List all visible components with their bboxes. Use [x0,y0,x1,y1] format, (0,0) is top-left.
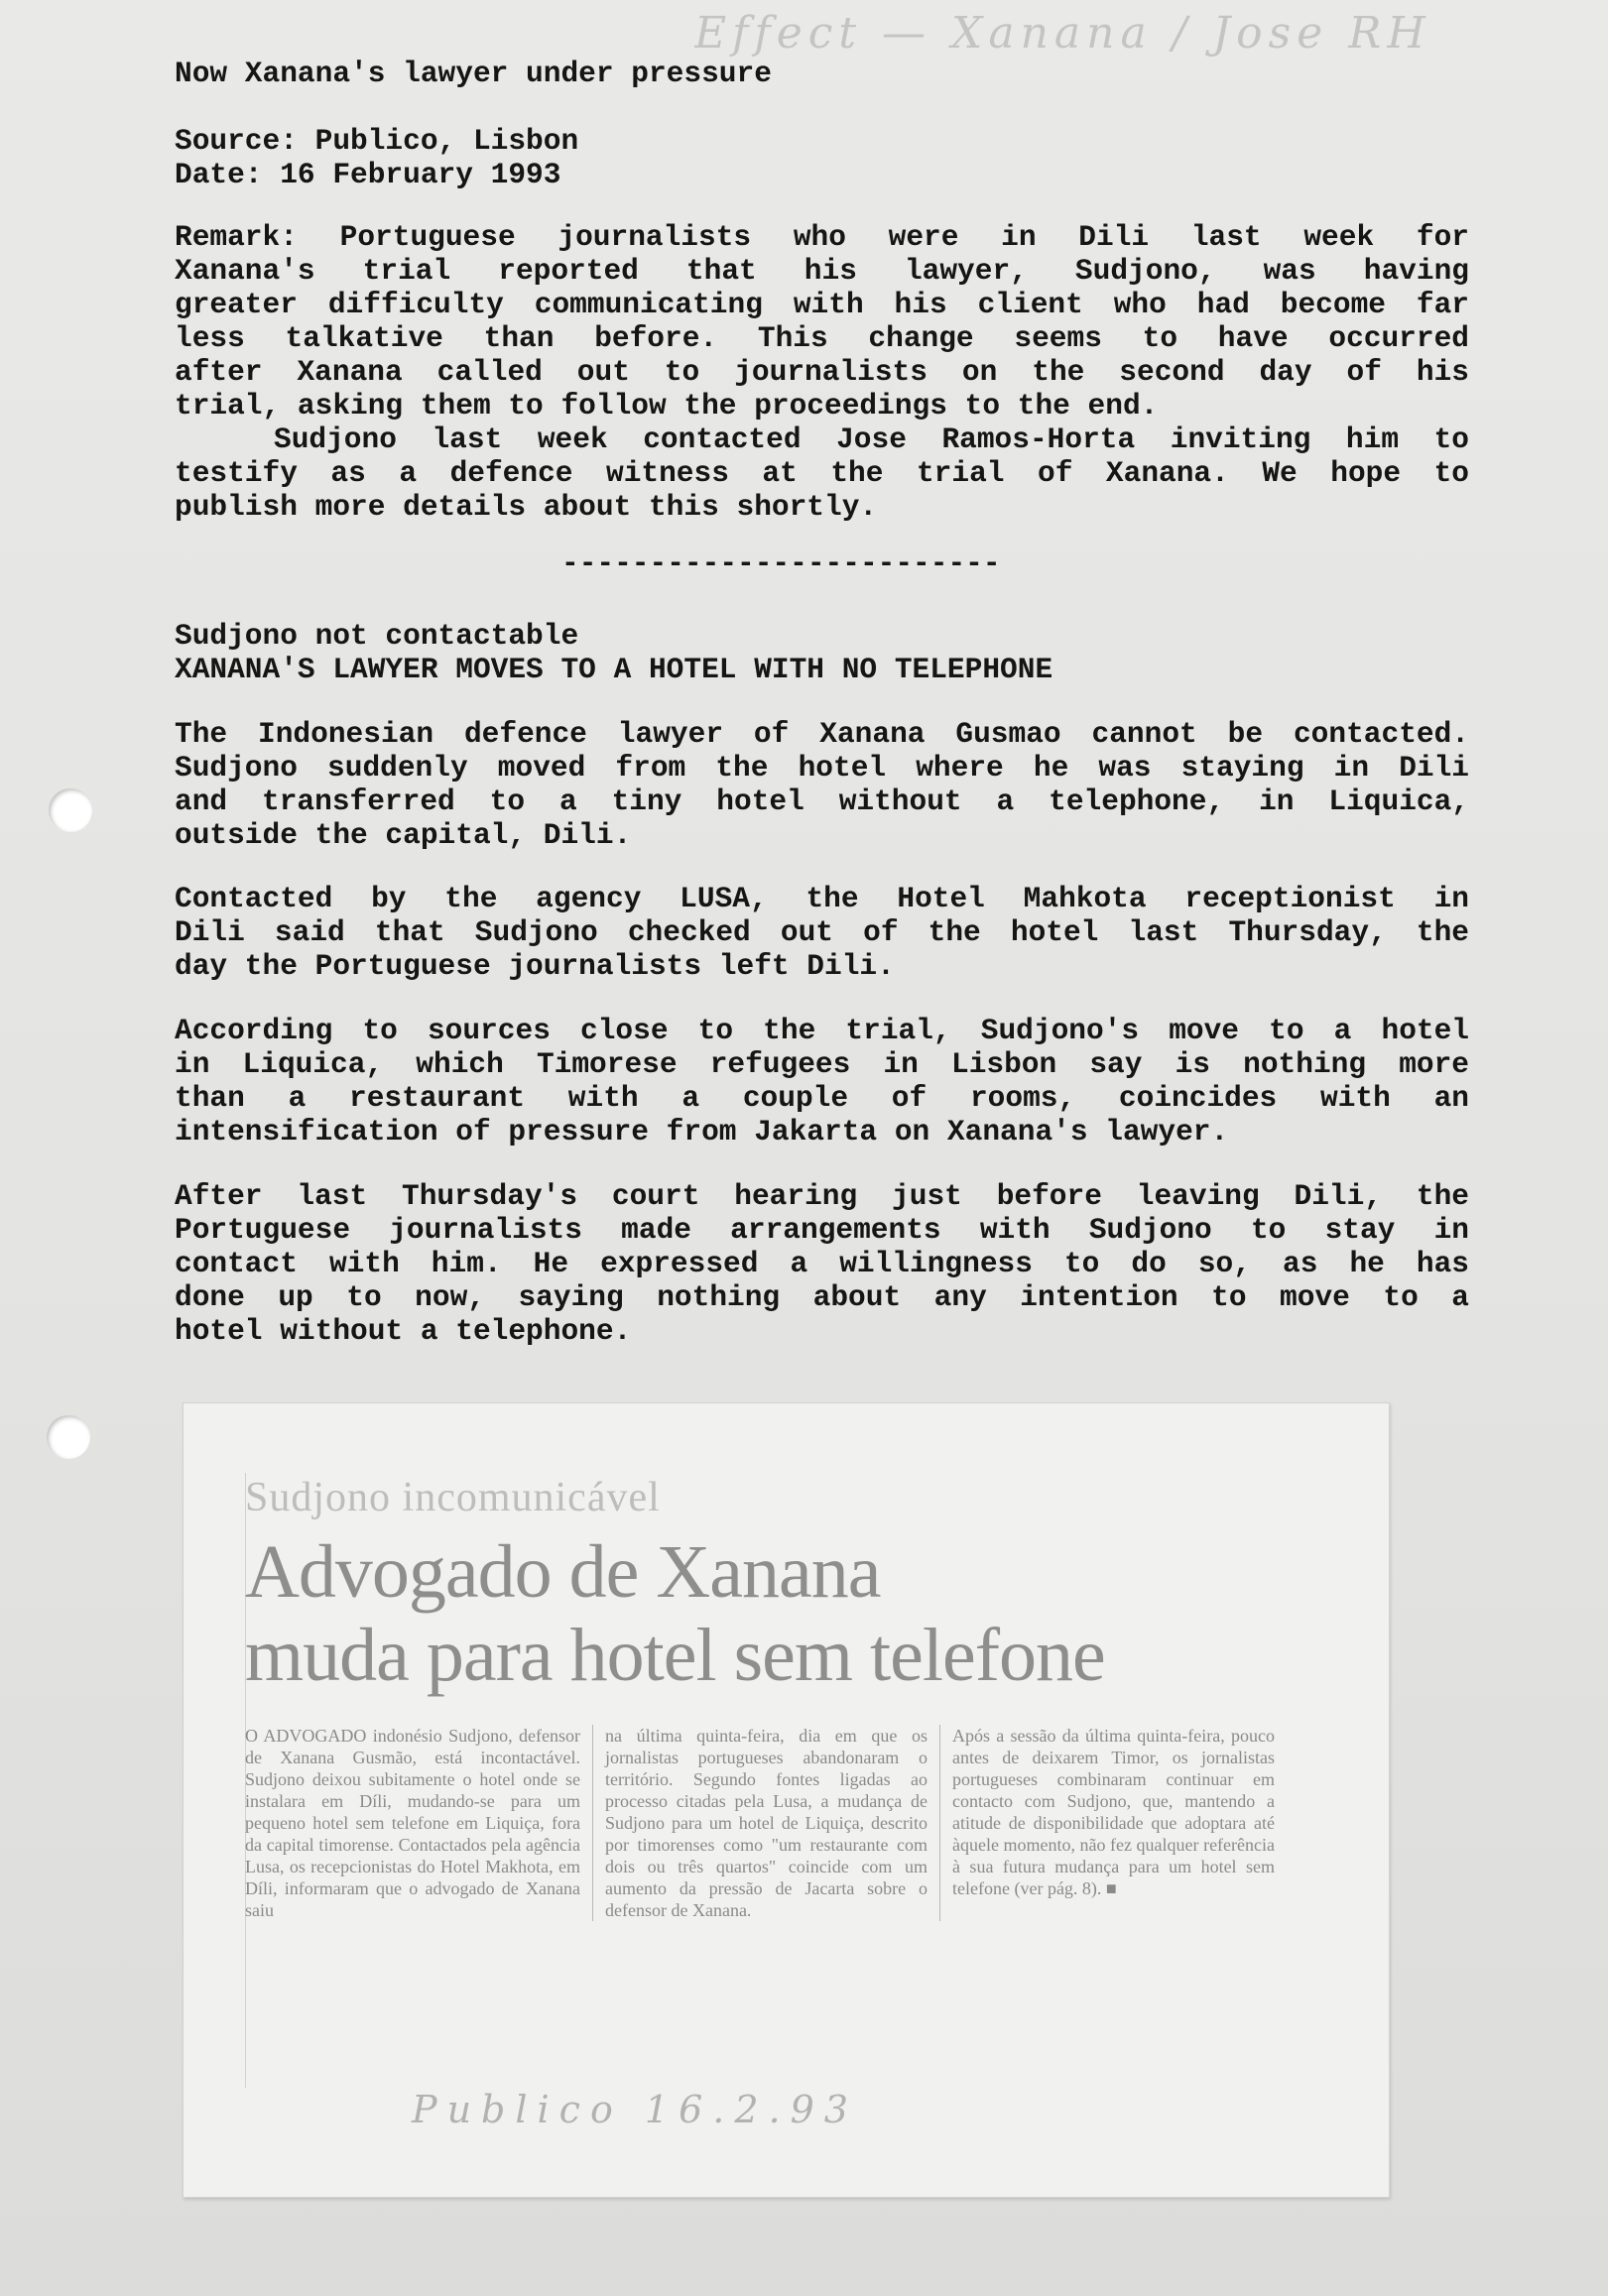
paragraph-line: After last Thursday's court hearing just before leaving Dili, the [175,1179,1469,1213]
clipping-headline-line-1: Advogado de Xanana [245,1530,881,1614]
paragraph-line: Dili said that Sudjono checked out of the hotel last Thursday, the [175,915,1469,949]
paragraph-line: outside the capital, Dili. [175,818,632,852]
article-headline: XANANA'S LAWYER MOVES TO A HOTEL WITH NO TELEPHONE [175,653,1053,686]
article-paragraph-3 [175,1014,1469,1148]
paragraph-line: day the Portuguese journalists left Dili. [175,949,895,983]
remark-line: trial, asking them to follow the proceedings to the end. [175,389,1159,423]
remark-line: Remark: Portuguese journalists who were in Dili last week for [175,220,1469,254]
article-kicker: Sudjono not contactable [175,619,579,653]
remark-line: publish more details about this shortly. [175,490,878,524]
handwritten-source-note: Publico 16.2.93 [412,2088,858,2131]
article-paragraph-2 [175,882,1469,983]
paragraph-line: According to sources close to the trial, Sudjono's move to a hotel [175,1014,1469,1047]
paragraph-line: intensification of pressure from Jakarta on Xanana's lawyer. [175,1115,1229,1148]
remark-line: testify as a defence witness at the trial of Xanana. We hope to [175,456,1469,490]
article-heading [175,619,1469,686]
clipping-content [245,1473,1287,1921]
remark-line: greater difficulty communicating with his client who had become far [175,288,1469,321]
paragraph-line: and transferred to a tiny hotel without a telephone, in Liquica, [175,785,1469,818]
newspaper-clipping [183,1402,1390,2198]
source-block [175,124,1469,191]
remark-line: after Xanana called out to journalists on the second day of his [175,355,1469,389]
paragraph-line: Portuguese journalists made arrangements with Sudjono to stay in [175,1213,1469,1247]
document-title: Now Xanana's lawyer under pressure [175,57,772,90]
clipping-headline-line-2: muda para hotel sem telefone [245,1614,1105,1697]
clipping-column-3: Após a sessão da última quinta-feira, pouco antes de deixarem Timor, os jornalistas portugueses combinaram continuar em contacto com Sudjono, que, mantendo a atitude de disponibilidade que adoptara até àquele momento, não fez qualquer referência à sua futura mudança para um hotel sem telefone (ver pág. 8). ■ [939,1725,1287,1921]
punch-hole [49,788,92,832]
clipping-columns [245,1725,1287,1921]
clipping-headline [245,1530,1287,1697]
paragraph-line: Sudjono suddenly moved from the hotel where he was staying in Dili [175,751,1469,785]
paragraph-line: in Liquica, which Timorese refugees in Lisbon say is nothing more [175,1047,1469,1081]
paragraph-line: The Indonesian defence lawyer of Xanana Gusmao cannot be contacted. [175,717,1469,751]
article-paragraph-1 [175,717,1469,852]
clipping-kicker: Sudjono incomunicável [245,1475,661,1520]
clipping-column-2: na última quinta-feira, dia em que os jornalistas portugueses abandonaram o território. Segundo fontes ligadas ao processo citadas pela Lusa, a mudança de Sudjono para um hotel de Liquiça, descrito por timorenses como "um restaurante com dois ou três quartos" coincide com um aumento da pressão de Jacarta sobre o defensor de Xanana. [592,1725,939,1921]
remark-paragraph [175,220,1469,524]
remark-line: less talkative than before. This change seems to have occurred [175,321,1469,355]
paragraph-line: done up to now, saying nothing about any intention to move to a [175,1280,1469,1314]
source-line: Source: Publico, Lisbon [175,124,579,158]
header-block [175,57,1469,90]
paragraph-line: than a restaurant with a couple of rooms, coincides with an [175,1081,1469,1115]
section-divider: ------------------------- [561,546,1001,580]
date-line: Date: 16 February 1993 [175,158,561,191]
paragraph-line: Contacted by the agency LUSA, the Hotel Mahkota receptionist in [175,882,1469,915]
punch-hole [47,1415,90,1459]
article-paragraph-4 [175,1179,1469,1348]
paragraph-line: hotel without a telephone. [175,1314,632,1348]
paragraph-line: contact with him. He expressed a willingness to do so, as he has [175,1247,1469,1280]
clipping-column-1: O ADVOGADO indonésio Sudjono, defensor de Xanana Gusmão, está incontactável. Sudjono deixou subitamente o hotel onde se instalara em Díli, mudando-se para um pequeno hotel sem telefone em Liquiça, fora da capital timorense. Contactados pela agência Lusa, os recepcionistas do Hotel Makhota, em Díli, informaram que o advogado de Xanana saiu [245,1726,580,1920]
remark-line: Sudjono last week contacted Jose Ramos-Horta inviting him to [274,423,1469,456]
handwritten-scribble: Effect — Xanana / Jose RH [694,8,1431,59]
remark-line: Xanana's trial reported that his lawyer, Sudjono, was having [175,254,1469,288]
